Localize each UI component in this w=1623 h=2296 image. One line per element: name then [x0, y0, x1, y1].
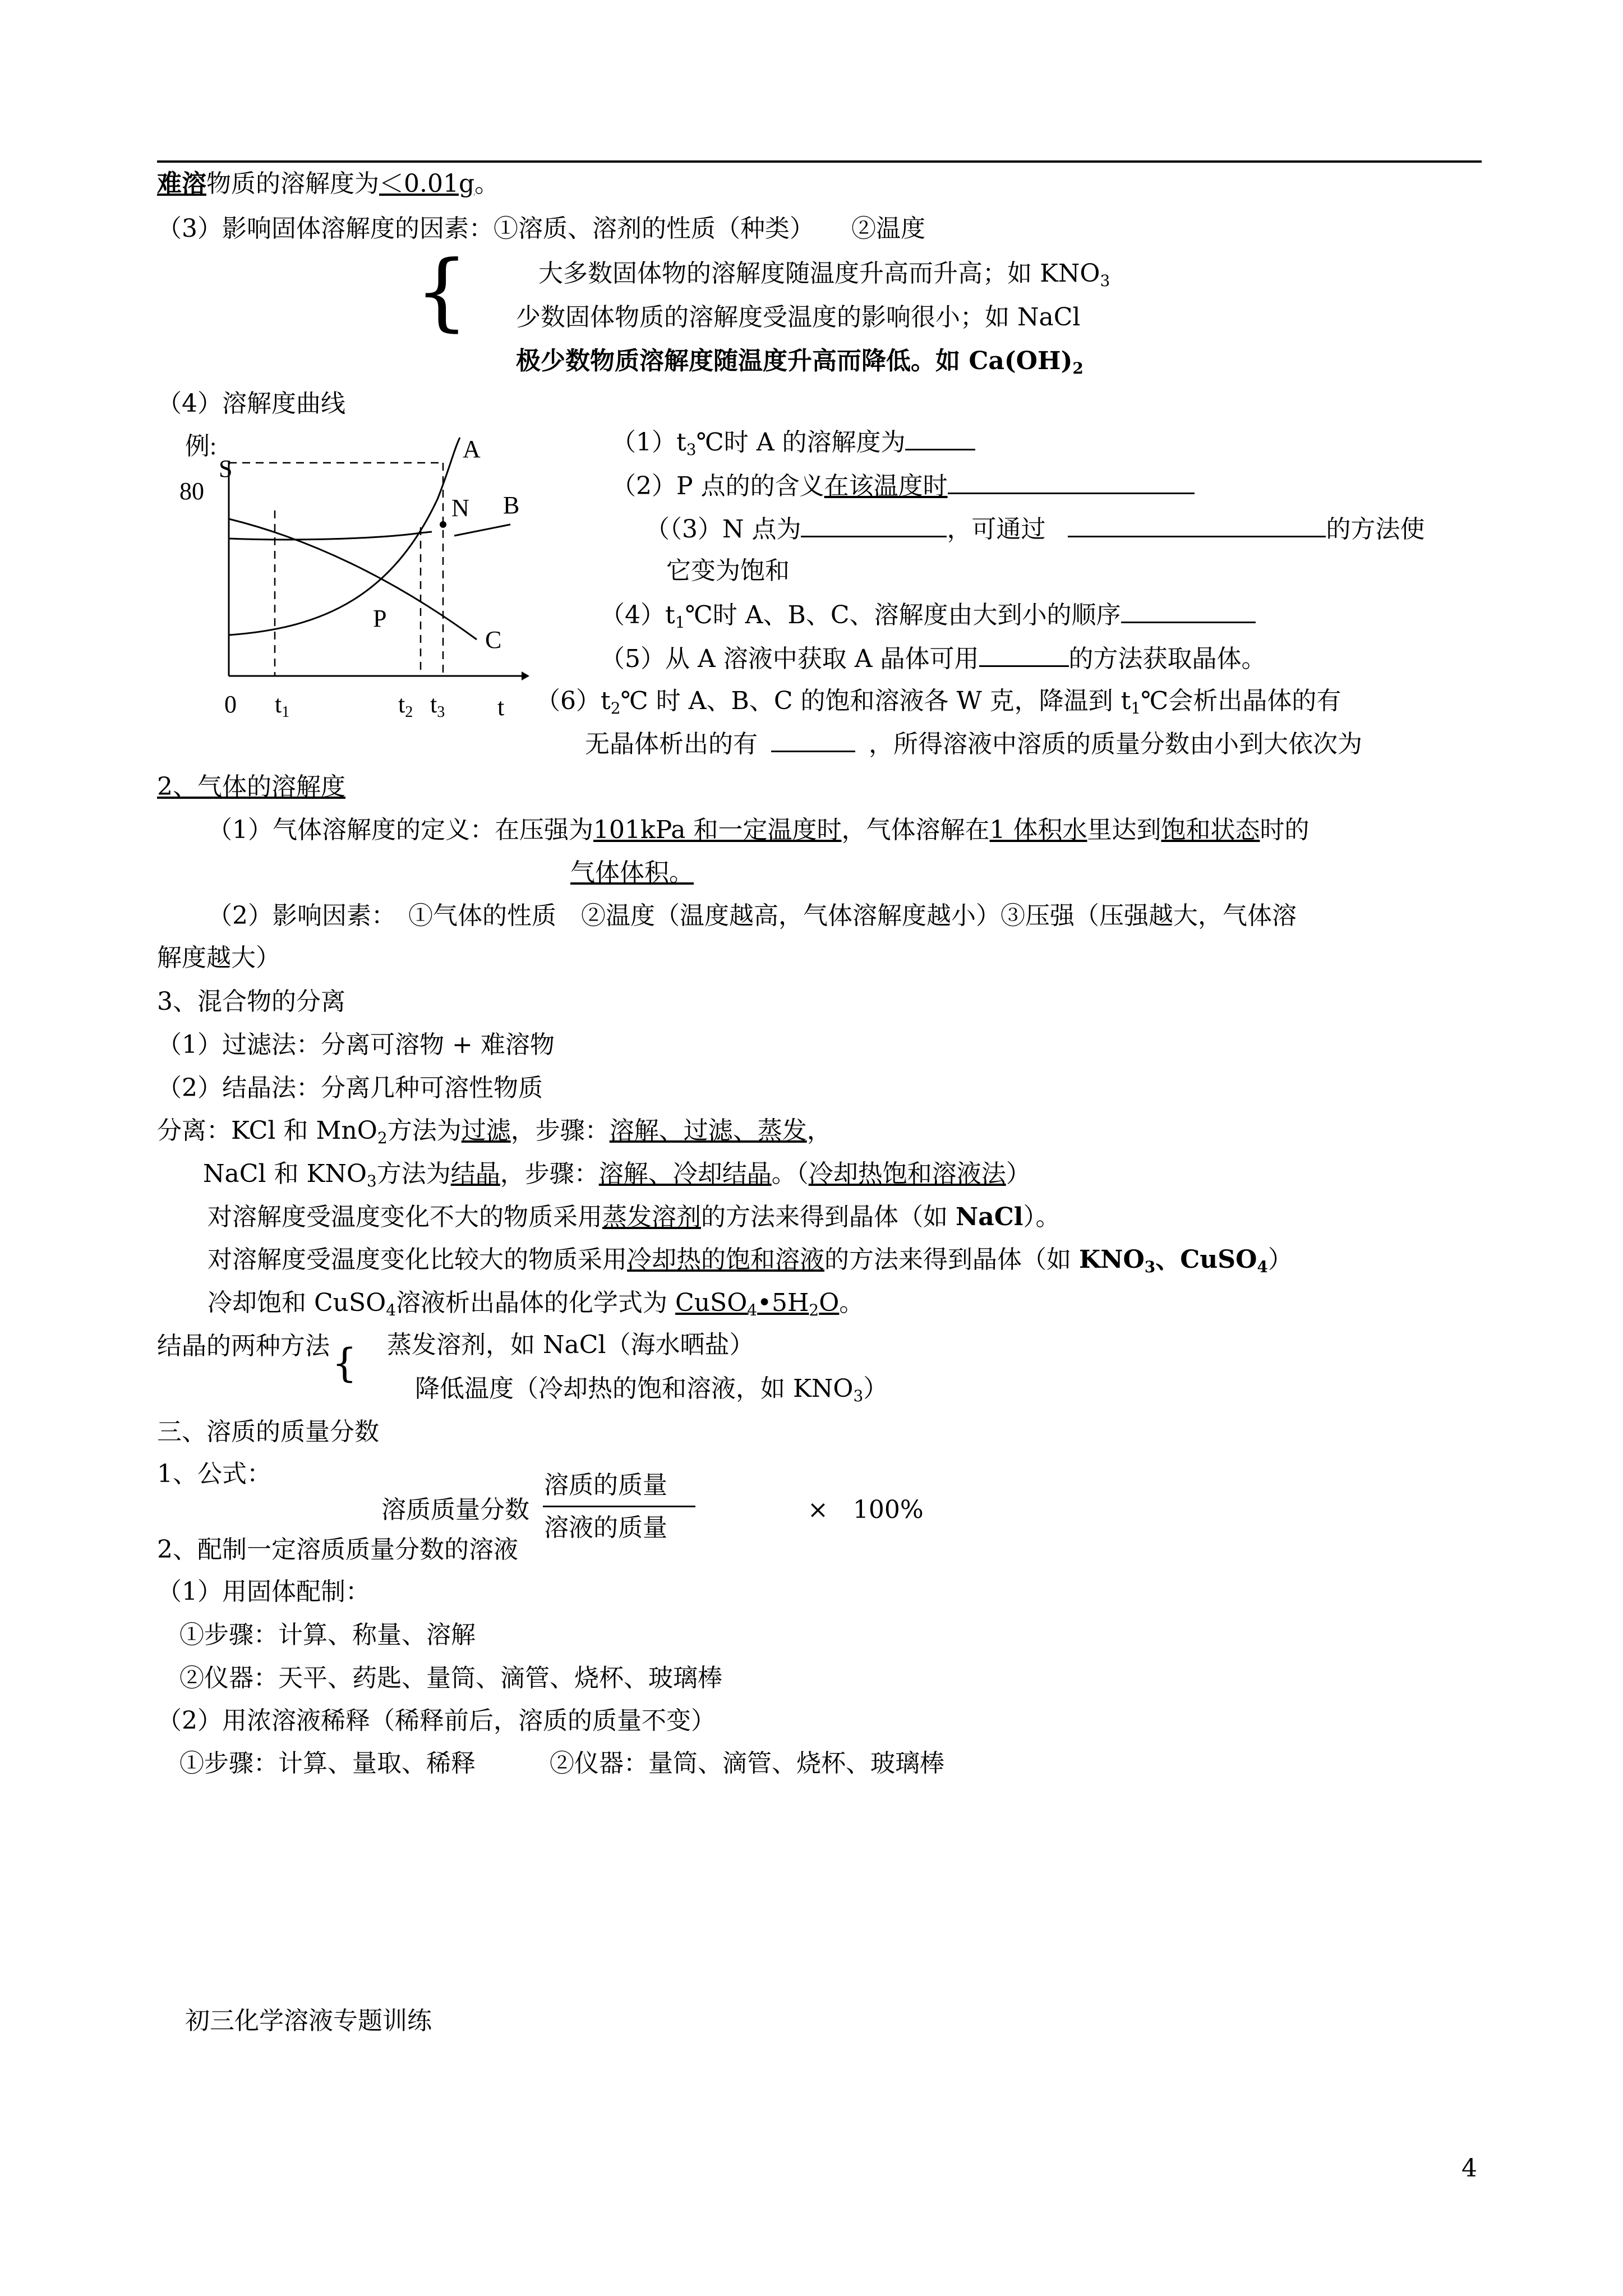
separation-kcl	[157, 1115, 832, 1147]
separation-title: 3、混合物的分离	[157, 987, 345, 1016]
sub: 1	[675, 613, 685, 632]
text: 结晶	[450, 1159, 500, 1188]
question-2	[611, 470, 1195, 502]
answer-blank[interactable]	[1121, 599, 1256, 623]
text: 的方法使	[1326, 515, 1425, 544]
gas-definition	[208, 815, 1309, 846]
solubility-chart	[157, 426, 561, 740]
question-6-cont	[585, 728, 1362, 760]
text: ）	[1006, 1159, 1031, 1188]
text: ）。	[1023, 1203, 1061, 1231]
formula-lhs: 溶质质量分数	[381, 1496, 529, 1524]
sub: 4	[1257, 1258, 1268, 1276]
question-3-cont: 它变为饱和	[666, 556, 790, 585]
text: ，	[806, 1116, 832, 1145]
text: ℃ 时 A、B、C 的饱和溶液各 W 克，降温到 t	[620, 687, 1131, 715]
prep-dilute: （2）用浓溶液稀释（稀释前后，溶质的质量不变）	[157, 1706, 716, 1735]
mass-fraction-title: 三、溶质的质量分数	[157, 1418, 379, 1446]
cooling-rule	[208, 1244, 1293, 1276]
t1-label: t1	[275, 691, 290, 721]
point-n	[440, 521, 446, 528]
question-1	[611, 426, 975, 458]
point-n-label: N	[451, 494, 469, 522]
answer-blank[interactable]	[771, 728, 855, 752]
text: ，可通过	[947, 515, 1046, 544]
rule-few: 少数固体物质的溶解度受温度的影响很小；如 NaCl	[516, 303, 1081, 332]
prep-title: 2、配制一定溶质质量分数的溶液	[157, 1535, 518, 1564]
text: （6）t	[536, 687, 611, 715]
sub: 4	[747, 1301, 758, 1319]
text: 物质的溶解度为	[206, 169, 379, 198]
curve-b	[229, 532, 432, 540]
text: 溶解、过滤、蒸发	[609, 1116, 807, 1145]
text: 1 体积水	[989, 816, 1087, 844]
gas-factors-cont: 解度越大）	[157, 944, 280, 972]
text: 、CuSO	[1155, 1245, 1257, 1274]
answer-blank[interactable]	[1068, 513, 1326, 537]
gas-solubility-title: 2、气体的溶解度	[157, 772, 345, 801]
page-number: 4	[1461, 2154, 1477, 2183]
text: （（3）N 点为	[645, 515, 801, 544]
question-3	[645, 513, 1424, 545]
separation-nacl	[203, 1158, 1031, 1190]
text: ，气体溶解在	[841, 816, 990, 844]
text: O	[819, 1289, 840, 1317]
text: 对溶解度受温度变化不大的物质采用	[208, 1203, 602, 1231]
sub: 2	[1072, 359, 1083, 378]
evaporate-method: 蒸发溶剂，如 NaCl（海水晒盐）	[387, 1331, 754, 1359]
text: ，步骤：	[500, 1159, 599, 1188]
text: 降低温度（冷却热的饱和溶液，如 KNO	[415, 1374, 854, 1403]
answer-blank[interactable]	[979, 643, 1069, 667]
formula-label: 1、公式：	[157, 1460, 271, 1488]
gas-factors: （2）影响因素： ①气体的性质 ②温度（温度越高，气体溶解度越小）③压强（压强越大，气体溶	[208, 901, 1297, 930]
x-axis-arrow-icon	[522, 671, 529, 680]
text: （5）从 A 溶液中获取 A 晶体可用	[600, 645, 979, 673]
sub: 3	[686, 440, 697, 459]
text: 无晶体析出的有	[585, 730, 758, 758]
text: 方法为	[387, 1116, 462, 1145]
text: ℃时 A、B、C、溶解度由大到小的顺序	[685, 601, 1121, 629]
next-section-heading: 初三化学溶液专题训练	[185, 2007, 432, 2035]
t3-label: t3	[430, 691, 445, 721]
fraction-bar	[543, 1506, 695, 1507]
text: 的方法来得到晶体（如	[824, 1245, 1079, 1274]
sub: 3	[853, 1387, 864, 1405]
formula-denominator: 溶液的质量	[544, 1513, 667, 1542]
cool-method	[415, 1373, 888, 1405]
text: 冷却饱和 CuSO	[208, 1289, 386, 1317]
origin-label: 0	[224, 691, 237, 718]
text: （1）气体溶解度的定义：在压强为	[208, 816, 593, 844]
answer-blank[interactable]	[801, 513, 947, 537]
text: ℃时 A 的溶解度为	[696, 428, 906, 457]
sub: 4	[386, 1301, 396, 1319]
evaporation-rule	[208, 1202, 1060, 1233]
question-4	[600, 599, 1256, 631]
text: 饱和状态	[1161, 816, 1260, 844]
text: 过滤	[461, 1116, 511, 1145]
crystallization-method: （2）结晶法：分离几种可溶性物质	[157, 1074, 543, 1102]
text: NaCl 和 KNO	[203, 1159, 367, 1188]
sub: 1	[1131, 699, 1141, 717]
sub: 2	[610, 699, 621, 717]
text: 方法为	[376, 1159, 451, 1188]
prep-dilute-steps: ①步骤：计算、量取、稀释 ②仪器：量筒、滴管、烧杯、玻璃棒	[179, 1749, 944, 1778]
text: （1）t	[611, 428, 686, 457]
crystallization-methods-label: 结晶的两种方法	[157, 1332, 330, 1360]
formula-times: × 100%	[808, 1496, 924, 1524]
sub: 3	[1144, 1258, 1156, 1276]
text: （2）P 点的的含义	[611, 472, 824, 500]
point-p-label: P	[373, 605, 387, 632]
gas-definition-cont: 气体体积。	[570, 858, 694, 887]
answer-blank[interactable]	[905, 426, 975, 450]
curve-c	[229, 519, 477, 639]
text: 的方法来得到晶体（如	[701, 1203, 956, 1231]
chart-example-label: 例:	[185, 432, 217, 460]
text: ）	[1267, 1245, 1293, 1274]
question-5	[600, 643, 1266, 675]
question-6	[536, 685, 1341, 717]
insoluble-value: ＜0.01g	[379, 169, 475, 198]
formula	[675, 1289, 839, 1317]
prep-solid-instruments: ②仪器：天平、药匙、量筒、滴管、烧杯、玻璃棒	[179, 1664, 722, 1692]
text: NaCl	[956, 1203, 1023, 1231]
text: 分离：KCl 和 MnO	[157, 1116, 377, 1145]
line-insoluble	[157, 168, 499, 200]
text: 极少数物质溶解度随温度升高而降低。如 Ca(OH)	[516, 347, 1073, 375]
prep-solid-steps: ①步骤：计算、称量、溶解	[179, 1621, 476, 1649]
x-axis-label: t	[497, 693, 505, 721]
text: 。（	[771, 1159, 809, 1188]
sub: 2	[809, 1301, 819, 1319]
rule-rare	[516, 346, 1083, 377]
text: 在该温度时	[824, 472, 948, 500]
curly-brace-icon: {	[332, 1340, 357, 1386]
text: 里达到	[1087, 816, 1161, 844]
text: 的方法获取晶体。	[1068, 645, 1266, 673]
curve-heading: （4）溶解度曲线	[157, 389, 345, 418]
factors-line: （3）影响固体溶解度的因素：①溶质、溶剂的性质（种类） ②温度	[157, 214, 925, 243]
text: 蒸发溶剂	[602, 1203, 701, 1231]
answer-blank[interactable]	[948, 470, 1195, 494]
text: KNO	[1079, 1245, 1145, 1274]
text: 溶解、冷却结晶	[598, 1159, 772, 1188]
cuso4-rule	[208, 1287, 864, 1319]
text: ，步骤：	[510, 1116, 610, 1145]
text: ℃会析出晶体的有	[1141, 687, 1341, 715]
prep-solid: （1）用固体配制：	[157, 1577, 370, 1606]
text: 。	[839, 1289, 864, 1317]
text: （4）t	[600, 601, 675, 629]
top-rule	[157, 160, 1482, 163]
insoluble-term: 难溶	[157, 169, 206, 198]
text: •5H	[757, 1289, 809, 1317]
text: ，所得溶液中溶质的质量分数由小到大依次为	[869, 730, 1362, 758]
text: 101kPa 和一定温度时	[593, 816, 842, 844]
curve-a-label: A	[463, 435, 481, 463]
text: 时的	[1260, 816, 1310, 844]
text: 溶液析出晶体的化学式为	[396, 1289, 676, 1317]
rule-most	[538, 258, 1110, 289]
sub: 3	[1100, 272, 1110, 290]
text: CuSO	[675, 1289, 748, 1317]
text: ）	[863, 1374, 888, 1403]
curve-c-label: C	[485, 626, 502, 654]
t2-label: t2	[398, 691, 413, 721]
sub: 2	[377, 1129, 388, 1147]
text: 。	[474, 169, 500, 198]
text: 冷却热的饱和溶液	[627, 1245, 824, 1274]
sub: 3	[366, 1172, 377, 1190]
formula-numerator: 溶质的质量	[544, 1471, 667, 1499]
text: 冷却热饱和溶液法	[808, 1159, 1006, 1188]
curly-brace-icon: {	[415, 243, 469, 341]
curve-b-tail	[454, 524, 510, 536]
text: 对溶解度受温度变化比较大的物质采用	[208, 1245, 627, 1274]
y-axis-label: S	[219, 455, 233, 482]
filtration-method: （1）过滤法：分离可溶物 + 难溶物	[157, 1030, 555, 1059]
y-tick-80: 80	[179, 477, 204, 505]
text: 大多数固体物的溶解度随温度升高而升高；如 KNO	[538, 259, 1100, 288]
curve-b-label: B	[503, 491, 520, 519]
